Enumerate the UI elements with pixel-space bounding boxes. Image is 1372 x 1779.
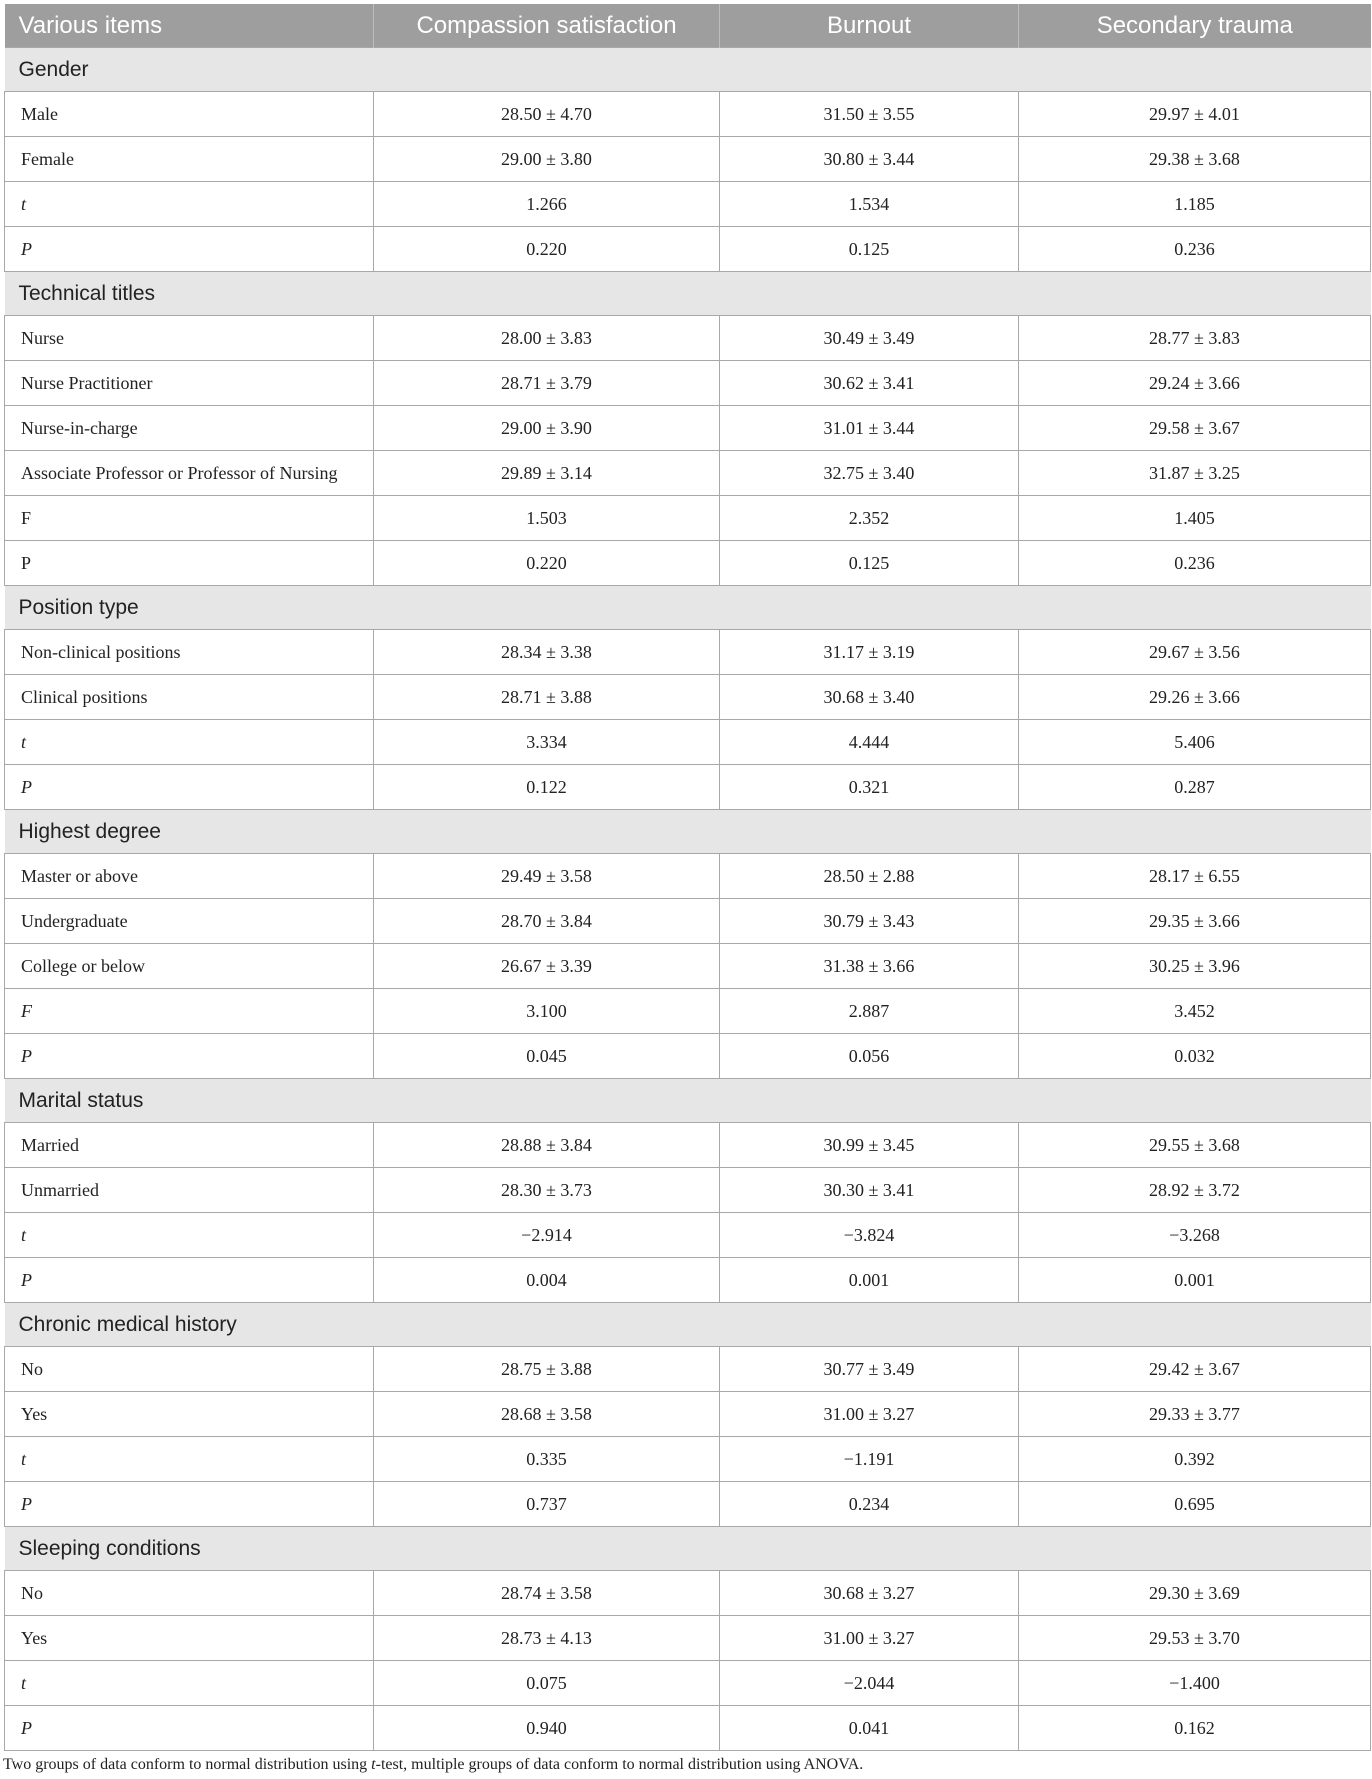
section-title: Technical titles — [5, 272, 1371, 316]
cell-compassion-satisfaction: 28.88 ± 3.84 — [374, 1123, 720, 1168]
cell-secondary-trauma: 29.35 ± 3.66 — [1019, 899, 1371, 944]
cell-secondary-trauma: 31.87 ± 3.25 — [1019, 451, 1371, 496]
cell-burnout: 31.38 ± 3.66 — [720, 944, 1019, 989]
table-row — [5, 137, 1371, 182]
cell-burnout: 2.352 — [720, 496, 1019, 541]
cell-compassion-satisfaction: 28.73 ± 4.13 — [374, 1616, 720, 1661]
cell-compassion-satisfaction: 28.00 ± 3.83 — [374, 316, 720, 361]
cell-secondary-trauma: 0.001 — [1019, 1258, 1371, 1303]
table-row — [5, 227, 1371, 272]
table-row — [5, 675, 1371, 720]
row-label: P — [5, 1706, 374, 1751]
cell-secondary-trauma: 0.032 — [1019, 1034, 1371, 1079]
cell-secondary-trauma: 28.92 ± 3.72 — [1019, 1168, 1371, 1213]
cell-burnout: 0.125 — [720, 227, 1019, 272]
section-row — [5, 1527, 1371, 1571]
row-label: t — [5, 182, 374, 227]
row-label: F — [5, 496, 374, 541]
table-row — [5, 1661, 1371, 1706]
cell-compassion-satisfaction: 28.75 ± 3.88 — [374, 1347, 720, 1392]
cell-compassion-satisfaction: 28.68 ± 3.58 — [374, 1392, 720, 1437]
cell-secondary-trauma: −3.268 — [1019, 1213, 1371, 1258]
cell-burnout: 30.77 ± 3.49 — [720, 1347, 1019, 1392]
table-row — [5, 765, 1371, 810]
cell-compassion-satisfaction: 28.50 ± 4.70 — [374, 92, 720, 137]
section-title: Marital status — [5, 1079, 1371, 1123]
section-row — [5, 272, 1371, 316]
cell-secondary-trauma: 29.33 ± 3.77 — [1019, 1392, 1371, 1437]
cell-secondary-trauma: 29.58 ± 3.67 — [1019, 406, 1371, 451]
row-label: Nurse — [5, 316, 374, 361]
cell-secondary-trauma: 29.42 ± 3.67 — [1019, 1347, 1371, 1392]
cell-burnout: 4.444 — [720, 720, 1019, 765]
cell-compassion-satisfaction: 26.67 ± 3.39 — [374, 944, 720, 989]
row-label: P — [5, 765, 374, 810]
table-row — [5, 1258, 1371, 1303]
row-label: F — [5, 989, 374, 1034]
cell-burnout: −2.044 — [720, 1661, 1019, 1706]
row-label: Associate Professor or Professor of Nursing — [5, 451, 374, 496]
section-title: Sleeping conditions — [5, 1527, 1371, 1571]
cell-compassion-satisfaction: 0.075 — [374, 1661, 720, 1706]
cell-burnout: 2.887 — [720, 989, 1019, 1034]
section-row — [5, 1079, 1371, 1123]
table-row — [5, 1571, 1371, 1616]
cell-burnout: 30.49 ± 3.49 — [720, 316, 1019, 361]
row-label: Nurse Practitioner — [5, 361, 374, 406]
cell-burnout: 30.79 ± 3.43 — [720, 899, 1019, 944]
table-row — [5, 1482, 1371, 1527]
cell-secondary-trauma: −1.400 — [1019, 1661, 1371, 1706]
row-label: P — [5, 1034, 374, 1079]
results-table — [4, 4, 1371, 1751]
cell-burnout: 31.50 ± 3.55 — [720, 92, 1019, 137]
row-label: P — [5, 1482, 374, 1527]
cell-secondary-trauma: 29.24 ± 3.66 — [1019, 361, 1371, 406]
row-label: Married — [5, 1123, 374, 1168]
table-row — [5, 496, 1371, 541]
row-label: Male — [5, 92, 374, 137]
cell-secondary-trauma: 0.162 — [1019, 1706, 1371, 1751]
cell-compassion-satisfaction: 28.70 ± 3.84 — [374, 899, 720, 944]
table-row — [5, 1123, 1371, 1168]
cell-secondary-trauma: 1.185 — [1019, 182, 1371, 227]
table-row — [5, 1616, 1371, 1661]
cell-compassion-satisfaction: 1.503 — [374, 496, 720, 541]
cell-secondary-trauma: 29.67 ± 3.56 — [1019, 630, 1371, 675]
cell-burnout: 30.99 ± 3.45 — [720, 1123, 1019, 1168]
section-row — [5, 586, 1371, 630]
cell-compassion-satisfaction: 0.220 — [374, 227, 720, 272]
row-label: t — [5, 720, 374, 765]
table-header — [5, 4, 1371, 48]
cell-burnout: 30.30 ± 3.41 — [720, 1168, 1019, 1213]
row-label: t — [5, 1437, 374, 1482]
cell-compassion-satisfaction: 28.71 ± 3.79 — [374, 361, 720, 406]
section-title: Highest degree — [5, 810, 1371, 854]
cell-burnout: 1.534 — [720, 182, 1019, 227]
row-label: No — [5, 1347, 374, 1392]
section-row — [5, 1303, 1371, 1347]
table-row — [5, 1213, 1371, 1258]
row-label: P — [5, 1258, 374, 1303]
table-row — [5, 361, 1371, 406]
cell-secondary-trauma: 29.97 ± 4.01 — [1019, 92, 1371, 137]
cell-burnout: 0.001 — [720, 1258, 1019, 1303]
cell-burnout: 31.17 ± 3.19 — [720, 630, 1019, 675]
row-label: Yes — [5, 1616, 374, 1661]
row-label: t — [5, 1213, 374, 1258]
cell-secondary-trauma: 29.38 ± 3.68 — [1019, 137, 1371, 182]
table-row — [5, 720, 1371, 765]
cell-compassion-satisfaction: −2.914 — [374, 1213, 720, 1258]
cell-burnout: 30.62 ± 3.41 — [720, 361, 1019, 406]
footnote-text-1: Two groups of data conform to normal distribution using — [3, 1756, 372, 1773]
section-title: Position type — [5, 586, 1371, 630]
table-row — [5, 989, 1371, 1034]
row-label: P — [5, 541, 374, 586]
row-label: College or below — [5, 944, 374, 989]
cell-compassion-satisfaction: 28.74 ± 3.58 — [374, 1571, 720, 1616]
cell-burnout: 31.01 ± 3.44 — [720, 406, 1019, 451]
cell-compassion-satisfaction: 1.266 — [374, 182, 720, 227]
cell-secondary-trauma: 5.406 — [1019, 720, 1371, 765]
cell-compassion-satisfaction: 0.122 — [374, 765, 720, 810]
cell-burnout: 30.80 ± 3.44 — [720, 137, 1019, 182]
table-footnote — [3, 1756, 863, 1774]
row-label: Non-clinical positions — [5, 630, 374, 675]
cell-secondary-trauma: 28.17 ± 6.55 — [1019, 854, 1371, 899]
cell-burnout: 0.041 — [720, 1706, 1019, 1751]
table-row — [5, 630, 1371, 675]
table-row — [5, 1706, 1371, 1751]
row-label: Undergraduate — [5, 899, 374, 944]
table-row — [5, 1392, 1371, 1437]
cell-secondary-trauma: 0.695 — [1019, 1482, 1371, 1527]
table-row — [5, 1437, 1371, 1482]
cell-compassion-satisfaction: 0.737 — [374, 1482, 720, 1527]
cell-secondary-trauma: 30.25 ± 3.96 — [1019, 944, 1371, 989]
row-label: Unmarried — [5, 1168, 374, 1213]
cell-compassion-satisfaction: 28.30 ± 3.73 — [374, 1168, 720, 1213]
table-row — [5, 92, 1371, 137]
row-label: P — [5, 227, 374, 272]
cell-burnout: 30.68 ± 3.27 — [720, 1571, 1019, 1616]
cell-secondary-trauma: 0.287 — [1019, 765, 1371, 810]
table-body — [5, 48, 1371, 1751]
row-label: Yes — [5, 1392, 374, 1437]
cell-burnout: 0.234 — [720, 1482, 1019, 1527]
header-burnout: Burnout — [720, 4, 1019, 48]
cell-compassion-satisfaction: 28.34 ± 3.38 — [374, 630, 720, 675]
cell-compassion-satisfaction: 0.335 — [374, 1437, 720, 1482]
cell-compassion-satisfaction: 0.220 — [374, 541, 720, 586]
cell-burnout: 0.321 — [720, 765, 1019, 810]
cell-burnout: 32.75 ± 3.40 — [720, 451, 1019, 496]
table-row — [5, 1347, 1371, 1392]
table-row — [5, 182, 1371, 227]
cell-compassion-satisfaction: 29.00 ± 3.80 — [374, 137, 720, 182]
header-various-items: Various items — [5, 4, 374, 48]
cell-secondary-trauma: 1.405 — [1019, 496, 1371, 541]
table-row — [5, 316, 1371, 361]
cell-secondary-trauma: 0.236 — [1019, 227, 1371, 272]
cell-compassion-satisfaction: 29.89 ± 3.14 — [374, 451, 720, 496]
cell-secondary-trauma: 0.236 — [1019, 541, 1371, 586]
cell-burnout: 30.68 ± 3.40 — [720, 675, 1019, 720]
table-row — [5, 1034, 1371, 1079]
header-secondary-trauma: Secondary trauma — [1019, 4, 1371, 48]
cell-compassion-satisfaction: 0.940 — [374, 1706, 720, 1751]
row-label: Master or above — [5, 854, 374, 899]
cell-burnout: 31.00 ± 3.27 — [720, 1392, 1019, 1437]
results-table-container — [4, 4, 1370, 1751]
cell-burnout: 0.056 — [720, 1034, 1019, 1079]
footnote-italic-t: t — [371, 1756, 376, 1773]
section-row — [5, 48, 1371, 92]
cell-secondary-trauma: 0.392 — [1019, 1437, 1371, 1482]
row-label: No — [5, 1571, 374, 1616]
section-row — [5, 810, 1371, 854]
table-row — [5, 451, 1371, 496]
cell-compassion-satisfaction: 28.71 ± 3.88 — [374, 675, 720, 720]
table-row — [5, 406, 1371, 451]
cell-burnout: 31.00 ± 3.27 — [720, 1616, 1019, 1661]
header-compassion-satisfaction: Compassion satisfaction — [374, 4, 720, 48]
cell-compassion-satisfaction: 3.100 — [374, 989, 720, 1034]
table-row — [5, 854, 1371, 899]
cell-compassion-satisfaction: 3.334 — [374, 720, 720, 765]
cell-compassion-satisfaction: 0.045 — [374, 1034, 720, 1079]
row-label: Nurse-in-charge — [5, 406, 374, 451]
cell-burnout: −1.191 — [720, 1437, 1019, 1482]
cell-burnout: 0.125 — [720, 541, 1019, 586]
cell-secondary-trauma: 3.452 — [1019, 989, 1371, 1034]
cell-burnout: −3.824 — [720, 1213, 1019, 1258]
table-row — [5, 944, 1371, 989]
cell-secondary-trauma: 29.26 ± 3.66 — [1019, 675, 1371, 720]
section-title: Chronic medical history — [5, 1303, 1371, 1347]
row-label: t — [5, 1661, 374, 1706]
cell-compassion-satisfaction: 0.004 — [374, 1258, 720, 1303]
cell-secondary-trauma: 29.30 ± 3.69 — [1019, 1571, 1371, 1616]
section-title: Gender — [5, 48, 1371, 92]
cell-secondary-trauma: 28.77 ± 3.83 — [1019, 316, 1371, 361]
cell-compassion-satisfaction: 29.49 ± 3.58 — [374, 854, 720, 899]
row-label: Female — [5, 137, 374, 182]
cell-burnout: 28.50 ± 2.88 — [720, 854, 1019, 899]
cell-secondary-trauma: 29.55 ± 3.68 — [1019, 1123, 1371, 1168]
cell-compassion-satisfaction: 29.00 ± 3.90 — [374, 406, 720, 451]
footnote-text-2: -test, multiple groups of data conform to normal distribution using ANOVA. — [375, 1756, 864, 1773]
table-row — [5, 1168, 1371, 1213]
cell-secondary-trauma: 29.53 ± 3.70 — [1019, 1616, 1371, 1661]
table-row — [5, 541, 1371, 586]
row-label: Clinical positions — [5, 675, 374, 720]
header-row — [5, 4, 1371, 48]
table-row — [5, 899, 1371, 944]
